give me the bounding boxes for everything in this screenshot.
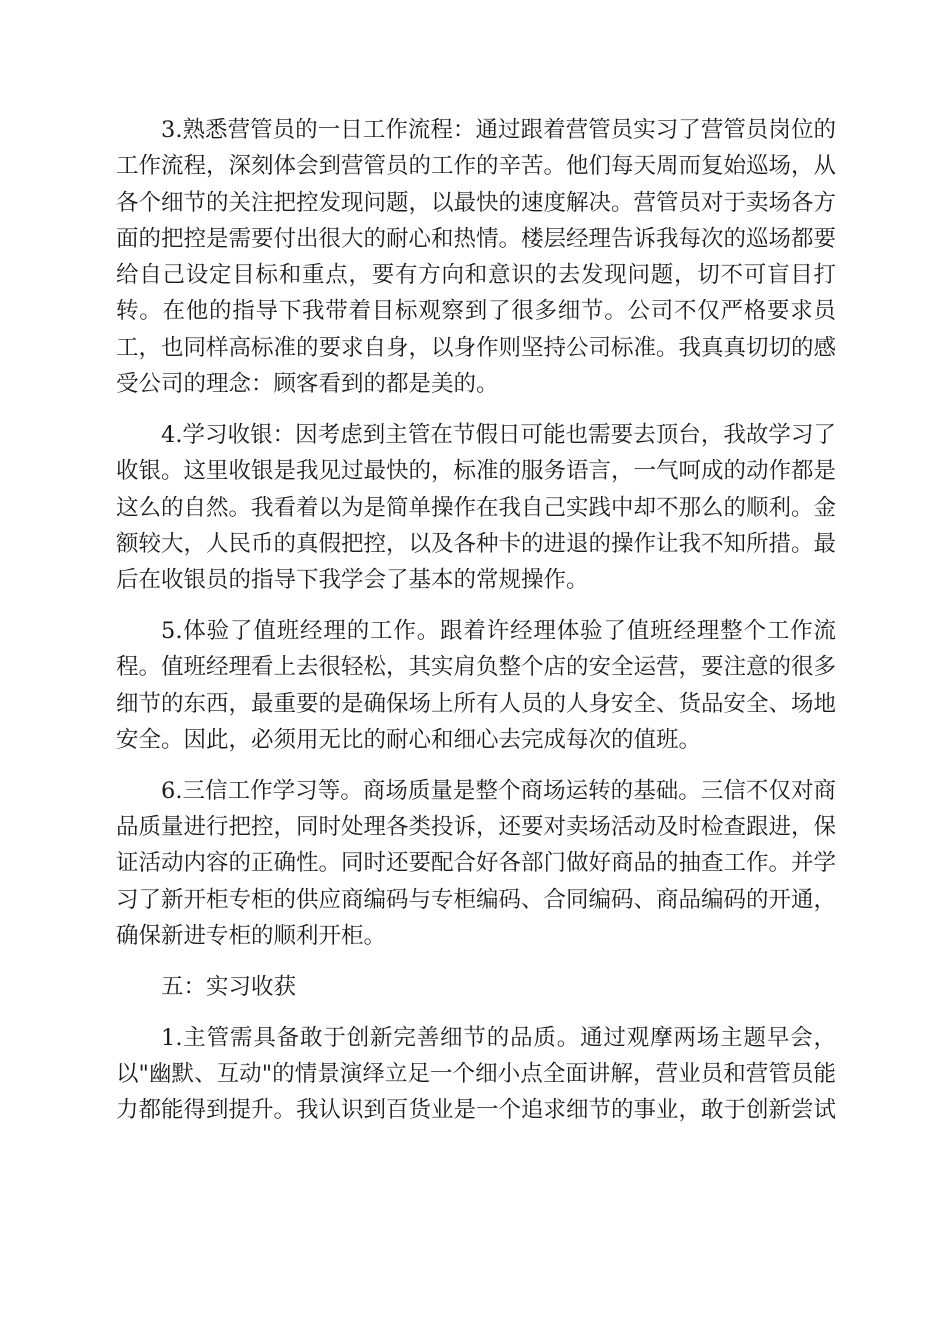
paragraph-daily-workflow: 3.熟悉营管员的一日工作流程：通过跟着营管员实习了营管员岗位的工作流程，深刻体会到营管员的工作的辛苦。他们每天周而复始巡场，从各个细节的关注把控发现问题，以最快的速度解决。营管员对于卖场各方面的把控是需要付出很大的耐心和热情。楼层经理告诉我每次的巡场都要给自己设定目标和重点，要有方向和意识的去发现问题，切不可盲目打转。在他的指导下我带着目标观察到了很多细节。公司不仅严格要求员工，也同样高标准的要求自身，以身作则坚持公司标准。我真真切切的感受公司的理念：顾客看到的都是美的。	[116, 117, 837, 398]
paragraph-cashier-learning: 4.学习收银：因考虑到主管在节假日可能也需要去顶台，我故学习了收银。这里收银是我见过最快的，标准的服务语言，一气呵成的动作都是这么的自然。我看着以为是简单操作在我自己实践中却不那么的顺利。金额较大，人民币的真假把控，以及各种卡的进退的操作让我不知所措。最后在收银员的指导下我学会了基本的常规操作。	[116, 421, 837, 594]
paragraph-sanxin-work: 6.三信工作学习等。商场质量是整个商场运转的基础。三信不仅对商品质量进行把控，同时处理各类投诉，还要对卖场活动及时检查跟进，保证活动内容的正确性。同时还要配合好各部门做好商品的抽查工作。并学习了新开柜专柜的供应商编码与专柜编码、合同编码、商品编码的开通，确保新进专柜的顺利开柜。	[116, 777, 837, 950]
document-body	[116, 112, 836, 1143]
paragraph-supervisor-innovation: 1.主管需具备敢于创新完善细节的品质。通过观摩两场主题早会，以"幽默、互动"的情景演绎立足一个细小点全面讲解，营业员和营管员能力都能得到提升。我认识到百货业是一个追求细节的事业，敢于创新尝试	[116, 1024, 837, 1124]
section-heading-internship-gains: 五：实习收获	[161, 973, 297, 1000]
paragraph-duty-manager: 5.体验了值班经理的工作。跟着许经理体验了值班经理整个工作流程。值班经理看上去很轻松，其实肩负整个店的安全运营，要注意的很多细节的东西，最重要的是确保场上所有人员的人身安全、货品安全、场地安全。因此，必须用无比的耐心和细心去完成每次的值班。	[116, 618, 837, 753]
